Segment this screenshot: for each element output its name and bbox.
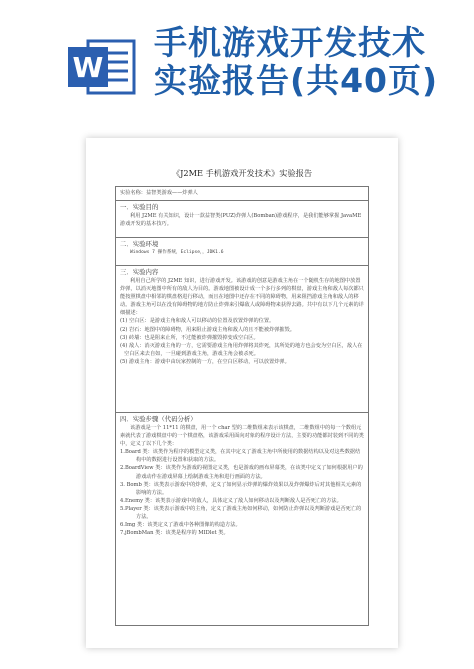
section-purpose <box>116 201 368 238</box>
banner <box>0 0 474 112</box>
section-heading: 一．实验目的 <box>120 203 159 211</box>
list-item: (3) 砖墙：也是阻来止所，不过能被炸弹摧毁掉变成空白区。 <box>120 334 259 341</box>
section-environment <box>116 238 368 266</box>
section-heading: 三．实验内容 <box>120 268 159 276</box>
document-page <box>86 138 398 648</box>
section-text: 利用 J2ME 有关知识，设计一款益智类(PUZ)炸弹人(Bomban)游戏程序，是我们能够掌握 JavaME 游戏开发的基本技巧。 <box>120 213 362 228</box>
banner-title <box>154 24 464 100</box>
list-item: 7.jBombMan 类：该类是程序的 MIDlet 类。 <box>120 530 229 537</box>
section-text: 该游戏是一个 11*11 的棋盘，用一个 char 型的二维数组来表示该棋盘，二维数组中的每一个数组元素就代表了游戏棋盘中的一个棋盘格，该游戏采用面向对象的程序设计方法，主要的功能都封装到不同的类中，定义了以下几个类： <box>120 425 364 448</box>
banner-title-line2: 实验报告(共40页) <box>154 61 439 100</box>
svg-text:W: W <box>72 51 104 84</box>
section-heading: 二．实验环境 <box>120 240 159 248</box>
list-item: 5.Player 类：该类表示游戏中的主角，定义了游戏主角如何移动，如何防止炸弹以及判断游戏是否死亡的方法。 <box>120 505 362 521</box>
list-item: (1) 空白区：是游戏主角和敌人可以移动的位置及放置炸弹的位置。 <box>120 318 275 325</box>
list-item: 3. Bomb 类：该类表示游戏中的炸弹，定义了如何显示炸弹的爆炸效果以及炸弹爆炸后对其他相关元素的影响的方法。 <box>120 481 362 496</box>
experiment-name-row <box>116 187 368 201</box>
section-content <box>116 266 368 413</box>
section-heading: 四．实验步骤（代码分析） <box>120 415 197 423</box>
banner-title-line1: 手机游戏开发技术 <box>154 23 426 62</box>
list-item: (5) 游戏主角：游戏中由玩家控制的一方，在空白区移动，可以放置炸弹。 <box>120 358 290 365</box>
experiment-name: 实验名称：益智类游戏——炸弹人 <box>120 190 198 196</box>
section-steps <box>116 413 368 625</box>
list-item: 1.Board 类：该类作为程序的模型定义类，在其中定义了游戏主角中所使用的数据结构以及对这些数据结构中的数据进行设置和获取的方法。 <box>120 449 361 464</box>
section-text: Windows 7 操作系统，Eclipse，，JDK1.6 <box>130 250 224 255</box>
list-item: (2) 岩石：地图中的障碍物，用来阻止游戏主角和敌人的且不能被炸弹摧毁。 <box>120 326 295 333</box>
section-text: 利用自己所学的 J2ME 知识，进行游戏开发。该游戏的创意是游戏主角在一个随机生存的地图中放置炸弹，以消灭地图中所有的敌人为目的。游戏地图被设计成一个多行多列的棋盘，游戏主角和敌人每次都只能按照棋盘中相邻的棋盘格进行移动，而且在地图中还存在不同的障碍物，用来阻挡游戏主角和敌人的移动。游戏主角可以在没有障碍物的地方防止炸弹来引爆敌人或障碍物来获得去路。共中有以下几个元素的详细描述： <box>120 278 364 317</box>
list-item: 2.BoardView 类：该类作为游戏的视图定义类，也是游戏的画布屏幕类，在该类中定义了如何根据用户的游戏动作在游戏屏幕上绘制游戏主角和进行画面的方法。 <box>120 465 363 480</box>
list-item: (4) 敌人：消灭游戏主角的一方，它需要游戏主角用炸弹将其炸死，其所处的地方也会变为空白区，敌人在空白区来去自如，一旦碰到游戏主角，游戏主角会被杀死。 <box>120 342 363 357</box>
list-item: 4.Enemy 类：该类表示游戏中的敌人，具体定义了敌人如何移动以及判断敌人是否死亡的方法。 <box>120 497 342 504</box>
list-item: 6.Img 类：该类定义了游戏中各种图像的构造方法。 <box>120 522 241 529</box>
word-document-icon <box>66 37 138 97</box>
report-table <box>115 186 369 626</box>
document-title: 《J2ME 手机游戏开发技术》实验报告 <box>171 168 313 178</box>
